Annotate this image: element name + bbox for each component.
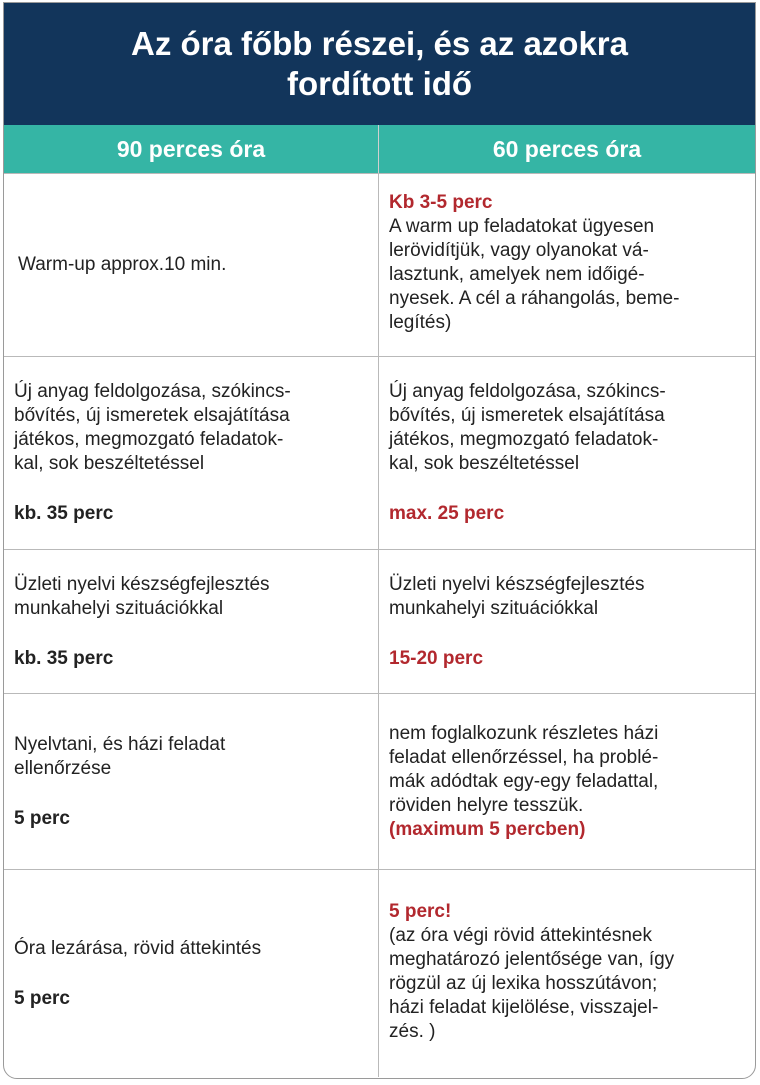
page-title: Az óra főbb részei, és az azokra fordított idő <box>130 25 628 102</box>
table-cell-60 <box>379 694 755 869</box>
time-label: kb. 35 perc <box>14 503 114 524</box>
table-cell-90 <box>4 870 379 1077</box>
activity-text: (az óra végi rövid áttekintésnek meghatározó jelentősége van, így rögzül az új lexika hosszútávon; házi feladat kijelölése, visszajel- zés. ) <box>389 925 675 1042</box>
table-cell-60 <box>379 357 755 549</box>
table-row-business-skills <box>4 549 755 693</box>
activity-text: Nyelvtani, és házi feladat ellenőrzése <box>14 733 226 779</box>
comparison-table <box>3 2 756 1079</box>
table-row-grammar-homework <box>4 693 755 869</box>
table-cell-60 <box>379 870 755 1077</box>
table-cell-60 <box>379 174 755 356</box>
title-bar <box>4 3 755 125</box>
activity-text: A warm up feladatokat ügyesen lerövidítjük, vagy olyanokat vá- lasztunk, amelyek nem időigé- nyesek. A cél a ráhangolás, beme- legítés) <box>389 216 680 333</box>
column-header-row <box>4 125 755 173</box>
table-row-warmup <box>4 173 755 356</box>
time-label: 15-20 perc <box>389 647 484 669</box>
table-cell-90 <box>4 694 379 869</box>
column-header-90: 90 perces óra <box>4 125 379 173</box>
table-cell-90 <box>4 550 379 693</box>
activity-text: Új anyag feldolgozása, szókincs- bővítés, új ismeretek elsajátítása játékos, megmozgató feladatok- kal, sok beszéltetéssel <box>14 381 291 474</box>
activity-text: Óra lezárása, rövid áttekintés <box>14 937 262 959</box>
time-label: 5 perc <box>14 987 70 1009</box>
activity-text: Új anyag feldolgozása, szókincs- bővítés, új ismeretek elsajátítása játékos, megmozgató feladatok- kal, sok beszéltetéssel <box>389 381 666 474</box>
time-label: Kb 3-5 perc <box>389 192 493 213</box>
time-label: kb. 35 perc <box>14 647 114 669</box>
table-cell-60 <box>379 550 755 693</box>
table-row-closing <box>4 869 755 1077</box>
table-cell-90 <box>4 357 379 549</box>
column-header-60: 60 perces óra <box>492 135 642 162</box>
time-label: 5 perc <box>14 807 70 829</box>
table-row-new-material <box>4 356 755 549</box>
time-label: max. 25 perc <box>389 503 505 524</box>
table-cell-90 <box>4 174 379 356</box>
activity-text: nem foglalkozunk részletes házi feladat ellenőrzéssel, ha problé- mák adódtak egy-egy feladattal, röviden helyre tesszük. <box>389 722 659 816</box>
activity-text: Üzleti nyelvi készségfejlesztés munkahelyi szituációkkal <box>14 573 270 619</box>
time-label: 5 perc! <box>389 901 452 922</box>
activity-text: Üzleti nyelvi készségfejlesztés munkahelyi szituációkkal <box>389 573 645 619</box>
activity-text: Warm-up approx.10 min. <box>18 254 227 275</box>
time-label: (maximum 5 percben) <box>389 818 586 840</box>
